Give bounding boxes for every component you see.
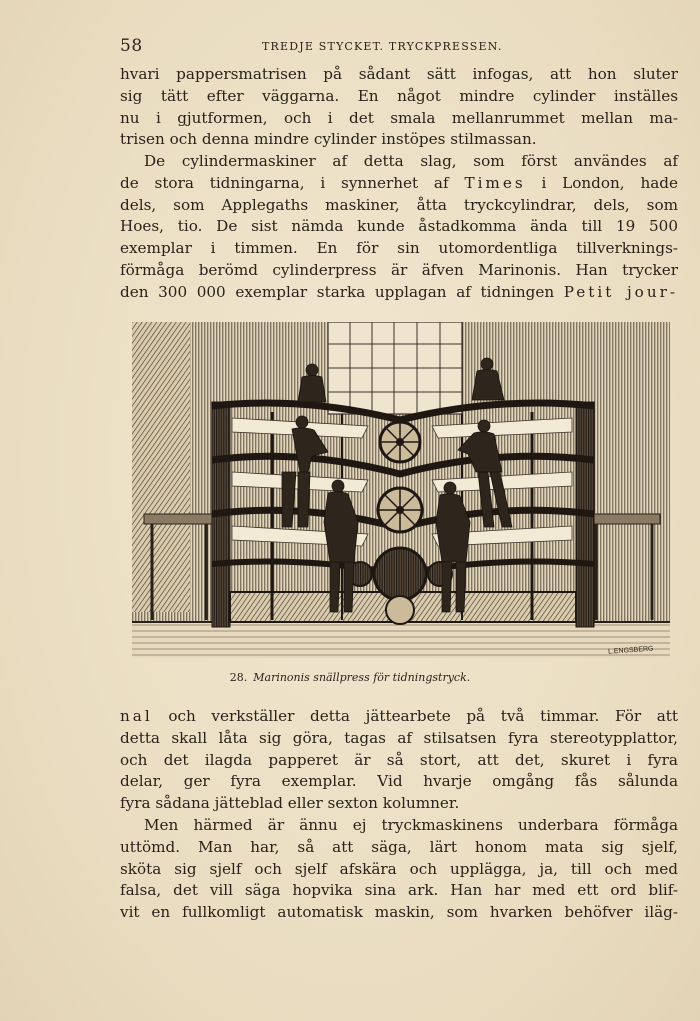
left-feed-table xyxy=(144,514,214,524)
text-line: exemplar i timmen. En för sin utomordentliga tillverknings- xyxy=(120,239,678,258)
caption-number: 28. xyxy=(229,671,248,684)
paragraph-2 xyxy=(120,151,678,304)
text-line: och det ilagda papperet är så stort, att det, skuret i fyra xyxy=(120,750,678,769)
paragraph-4 xyxy=(120,815,678,924)
caption-text: Marinonis snällpress för tidningstryck. xyxy=(253,671,471,684)
text-line xyxy=(120,706,678,728)
text-line: dels, som Applegaths maskiner, åtta tryckcylindrar, dels, som xyxy=(120,195,678,214)
left-pillar xyxy=(132,322,190,612)
text-line: De cylindermaskiner af detta slag, som först användes af xyxy=(144,152,678,170)
text-segment: de stora tidningarna, i synnerhet af xyxy=(120,173,465,192)
text-line: sig tätt efter väggarna. En något mindre cylinder inställes xyxy=(120,86,678,105)
text-line: delar, ger fyra exemplar. Vid hvarje omgång fås sålunda xyxy=(120,772,678,791)
page-header xyxy=(120,36,680,58)
page-number: 58 xyxy=(120,36,143,56)
text-segment: den 300 000 exemplar starka upplagan af tidningen xyxy=(120,282,564,301)
text-line: Hoes, tio. De sist nämda kunde åstadkomma ända till 19 500 xyxy=(120,217,678,236)
text-segment: och verkställer detta jättearbete på två timmar. För att xyxy=(152,707,678,725)
right-feed-table xyxy=(588,514,660,524)
press-illustration xyxy=(132,322,670,658)
text-line: falsa, det vill säga hopvika sina ark. Han har med ett ord blif- xyxy=(120,881,678,900)
text-line: förmåga berömd cylinderpress är äfven Marinonis. Han trycker xyxy=(120,260,678,279)
text-segment: i London, hade xyxy=(525,173,678,192)
newspaper-name-petit-journal: Petit jour- xyxy=(563,282,678,301)
marinoni-press-engraving xyxy=(132,322,670,658)
figure-caption xyxy=(0,671,700,684)
text-line: sköta sig sjelf och sjelf afskära och upplägga, ja, till och med xyxy=(120,859,678,878)
newspaper-name-times: Times xyxy=(464,173,526,192)
text-line: vit en fullkomligt automatisk maskin, som hvarken behöfver iläg- xyxy=(120,903,678,922)
running-head: TREDJE STYCKET. TRYCKPRESSEN. xyxy=(262,40,503,53)
text-line: hvari pappersmatrisen på sådant sätt infogas, att hon sluter xyxy=(120,65,678,83)
text-line: nu i gjutformen, och i det smala mellanrummet mellan ma- xyxy=(120,108,678,127)
paragraph-3 xyxy=(120,706,678,815)
text-line: uttömd. Man har, så att säga, lärt honom mata sig sjelf, xyxy=(120,837,678,856)
text-line xyxy=(120,173,678,195)
text-line: fyra sådana jätteblad eller sexton kolumner. xyxy=(120,794,460,813)
text-line: trisen och denna mindre cylinder instöpes stilmassan. xyxy=(120,130,537,149)
paragraph-1 xyxy=(120,64,678,151)
text-line xyxy=(120,282,678,304)
text-segment: nal xyxy=(120,707,153,725)
text-line: detta skall låta sig göra, tagas af stilsatsen fyra stereotypplattor, xyxy=(120,728,678,747)
engraver-signature: L.ENGSBERG xyxy=(607,645,654,656)
text-line: Men härmed är ännu ej tryckmaskinens underbara förmåga xyxy=(144,816,678,834)
